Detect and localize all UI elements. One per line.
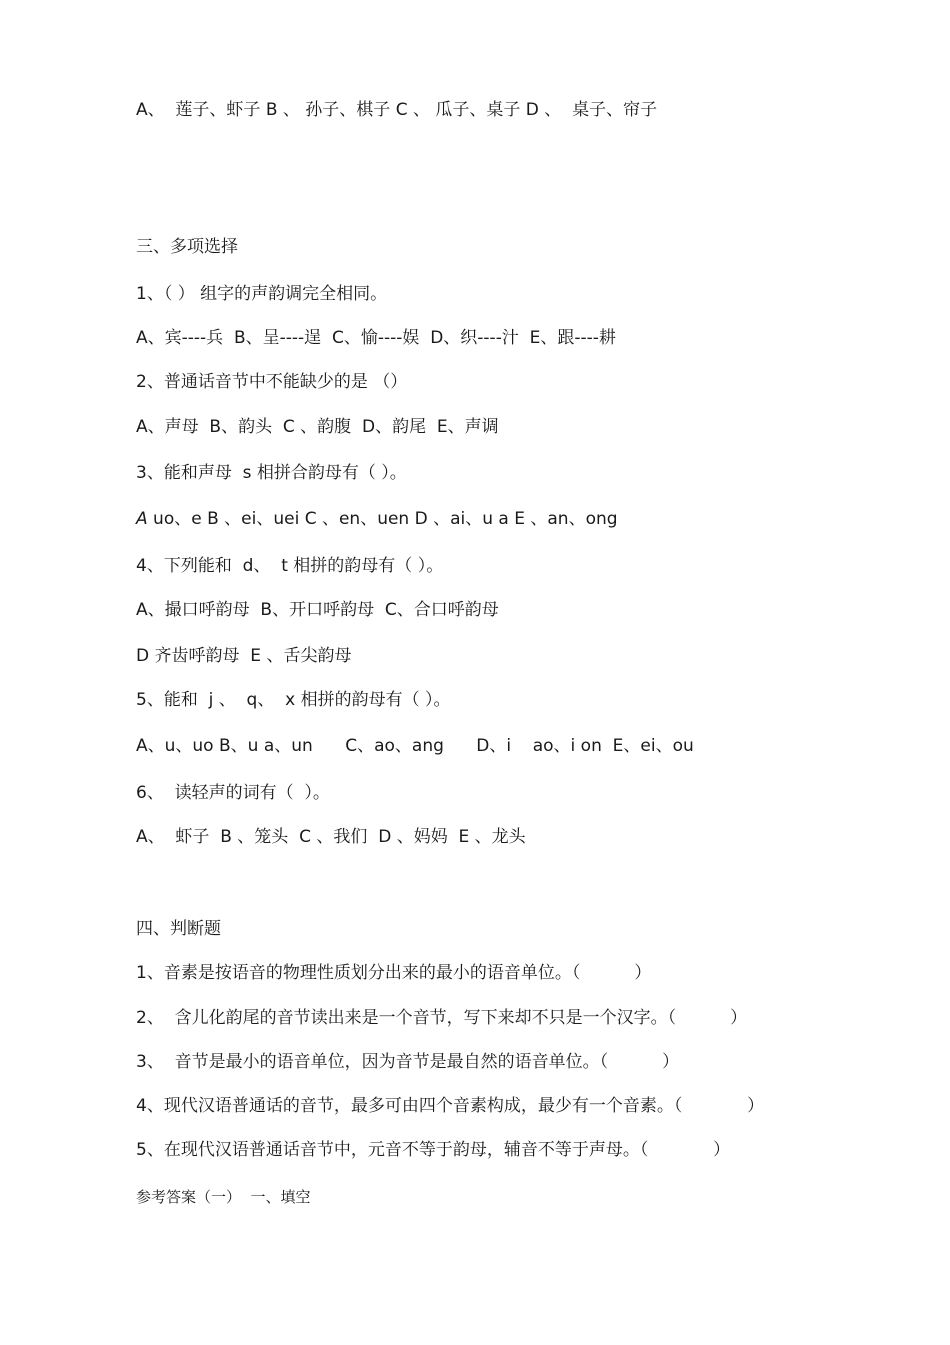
judgement-4: 4、现代汉语普通话的音节，最多可由四个音素构成，最少有一个音素。（ ） (136, 1096, 765, 1116)
question-3-options-rest: uo、e B 、ei、uei C 、en、uen D 、ai、u a E 、an、ong (147, 509, 618, 529)
question-6: 6、 读轻声的词有（ ）。 (136, 783, 330, 803)
question-3-option-a-label: A (136, 509, 148, 529)
question-5-options: A、u、uo B、u a、un C、ao、ang D、i ao、i on E、ei、ou (136, 736, 694, 756)
judgement-5: 5、在现代汉语普通话音节中，元音不等于韵母，辅音不等于声母。（ ） (136, 1140, 731, 1160)
question-5: 5、能和 j 、 q、 x 相拼的韵母有（ ）。 (136, 690, 451, 710)
question-3-options (136, 508, 618, 530)
question-1-options: A、宾----兵 B、呈----逞 C、愉----娱 D、织----汁 E、跟----耕 (136, 328, 616, 348)
question-1: 1、（ ） 组字的声韵调完全相同。 (136, 284, 388, 304)
question-4: 4、下列能和 d、 t 相拼的韵母有（ ）。 (136, 556, 444, 576)
question-2: 2、普通话音节中不能缺少的是 （） (136, 372, 408, 392)
answers-heading: 参考答案（一） 一、填空 (136, 1188, 311, 1206)
question-2-options: A、声母 B、韵头 C 、韵腹 D、韵尾 E、声调 (136, 417, 499, 437)
question-4-options-line-2: D 齐齿呼韵母 E 、舌尖韵母 (136, 646, 352, 666)
section-heading-multiple-choice: 三、多项选择 (136, 237, 238, 257)
question-4-options-line-1: A、撮口呼韵母 B、开口呼韵母 C、合口呼韵母 (136, 600, 499, 620)
judgement-3: 3、 音节是最小的语音单位，因为音节是最自然的语音单位。（ ） (136, 1052, 680, 1072)
question-6-options: A、 虾子 B 、笼头 C 、我们 D 、妈妈 E 、龙头 (136, 827, 526, 847)
options-line-top: A、 莲子、虾子 B 、 孙子、棋子 C 、 瓜子、桌子 D 、 桌子、帘子 (136, 100, 658, 120)
section-heading-true-false: 四、判断题 (136, 919, 221, 939)
question-3: 3、能和声母 s 相拼合韵母有（ ）。 (136, 463, 407, 483)
judgement-1: 1、音素是按语音的物理性质划分出来的最小的语音单位。（ ） (136, 963, 652, 983)
judgement-2: 2、 含儿化韵尾的音节读出来是一个音节，写下来却不只是一个汉字。（ ） (136, 1008, 748, 1028)
